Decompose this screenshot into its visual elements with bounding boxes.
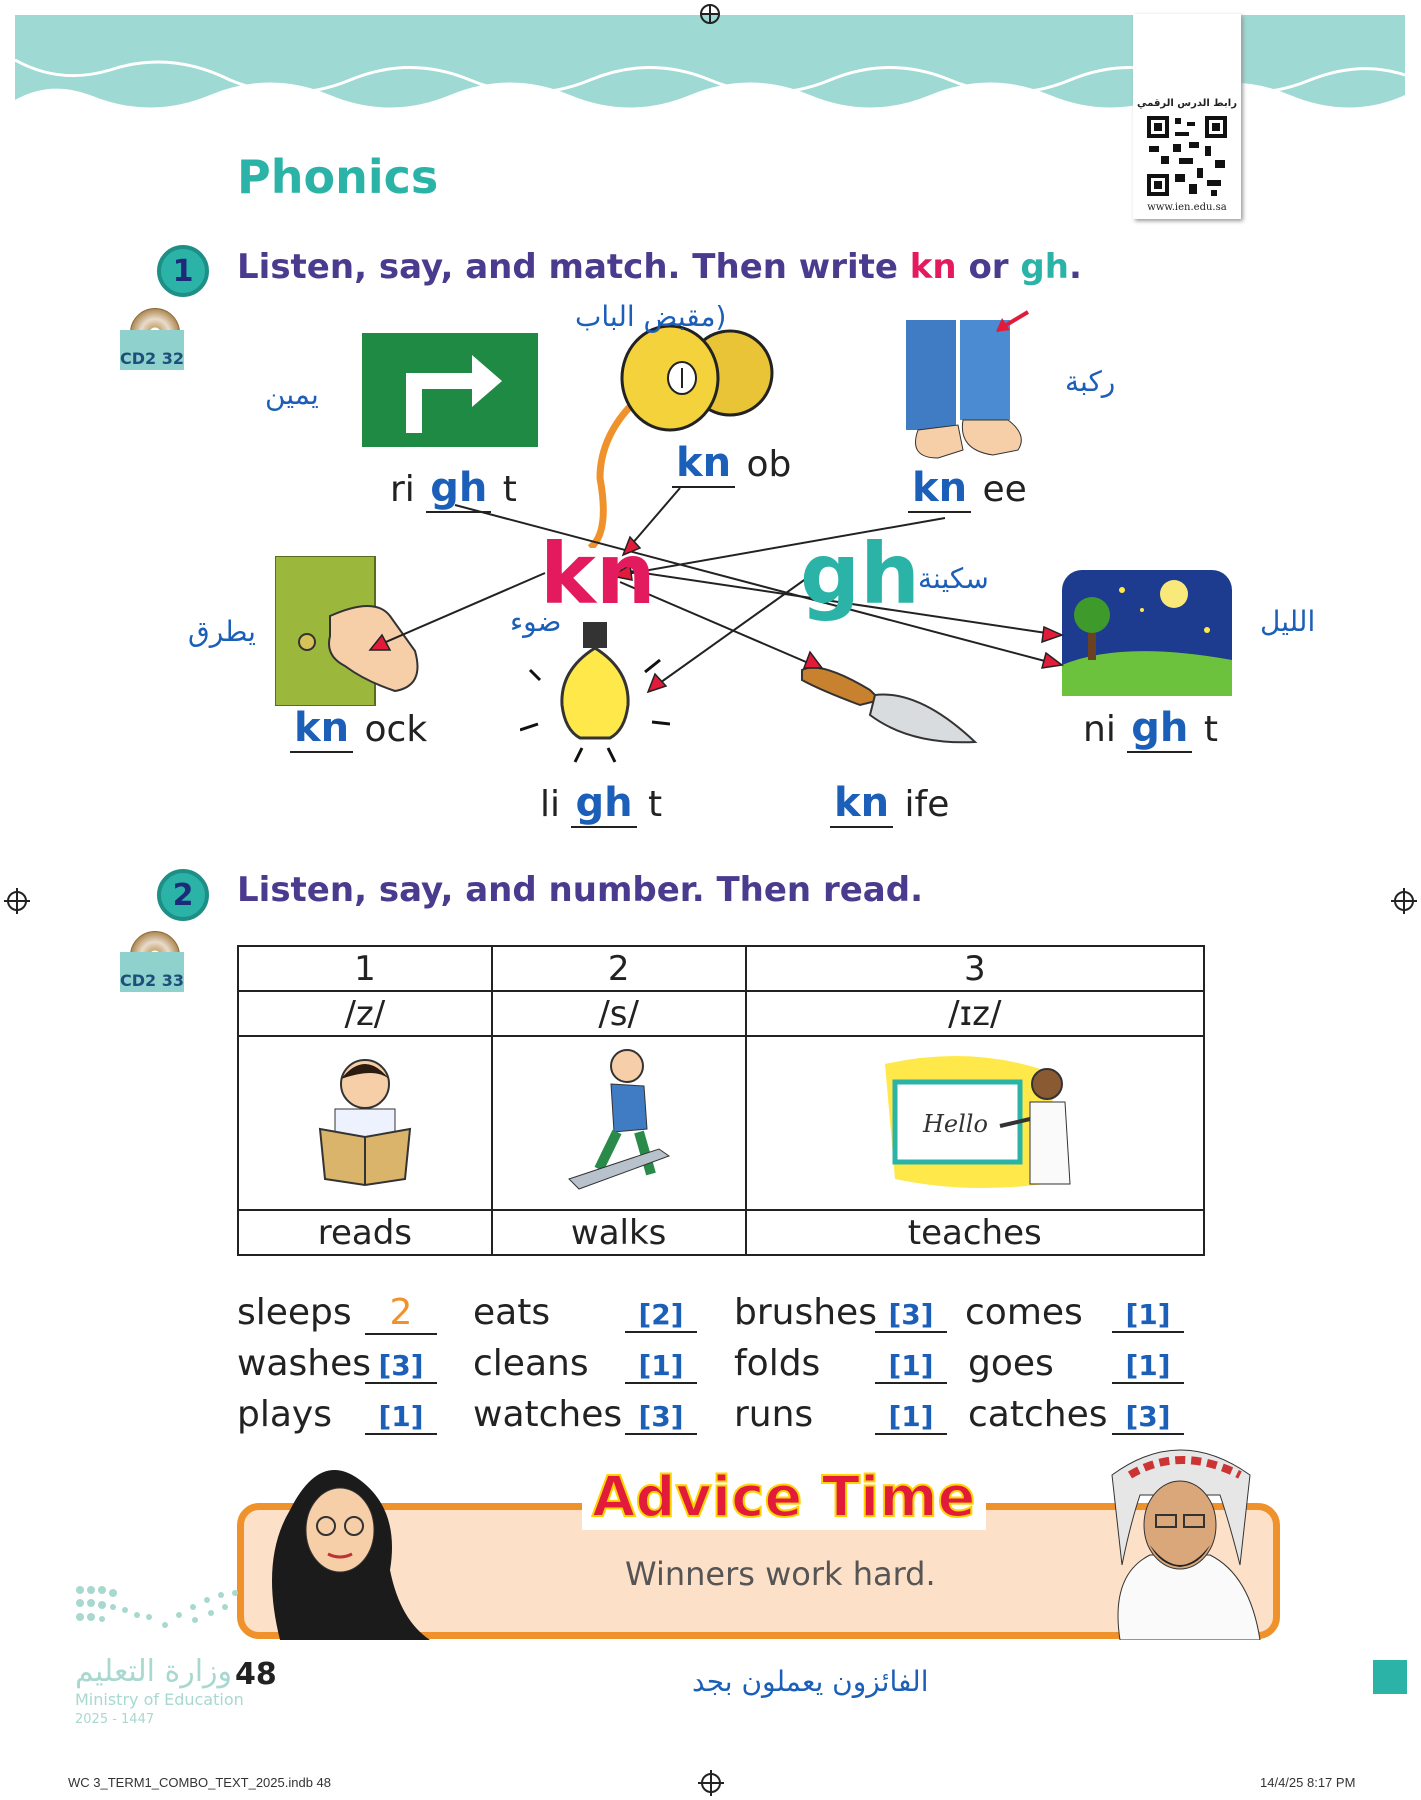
reading-boy-icon — [305, 1049, 425, 1189]
teacher-board-icon — [865, 1044, 1085, 1194]
list-item — [237, 1394, 332, 1435]
registration-mark-bottom — [698, 1770, 724, 1796]
answer-washes[interactable]: [3] — [365, 1349, 437, 1384]
list-item — [734, 1394, 813, 1435]
cd-track-label[interactable]: CD2 32 — [120, 330, 184, 370]
list-item — [625, 1394, 697, 1435]
col-1-sound: /z/ — [238, 991, 492, 1036]
word-sleeps: sleeps — [237, 1292, 352, 1333]
list-item — [1112, 1292, 1184, 1333]
teacher-picture — [746, 1036, 1204, 1210]
advice-title: Advice Time — [582, 1465, 986, 1530]
word-eats: eats — [473, 1292, 551, 1333]
word-knee — [908, 465, 1027, 511]
exercise-2-instruction: Listen, say, and number. Then read. — [237, 870, 923, 910]
answer-folds[interactable]: [1] — [875, 1349, 947, 1384]
word-light-pre: li — [540, 784, 572, 825]
arabic-knob: مقبض الباب) — [575, 300, 727, 333]
instruction-gh: gh — [1020, 247, 1069, 287]
list-item — [365, 1394, 437, 1435]
list-item — [473, 1343, 589, 1384]
col-1-word: reads — [238, 1210, 492, 1255]
registration-mark-left — [4, 888, 30, 914]
walking-boy-icon — [559, 1044, 679, 1194]
list-item — [875, 1343, 947, 1384]
list-item — [625, 1343, 697, 1384]
list-item — [875, 1394, 947, 1435]
word-knee-post: ee — [971, 469, 1027, 510]
word-night-post: t — [1192, 709, 1218, 750]
board-hello-text: Hello — [922, 1109, 988, 1138]
answer-runs[interactable]: [1] — [875, 1400, 947, 1435]
col-2-number: 2 — [492, 946, 746, 991]
col-2-sound: /s/ — [492, 991, 746, 1036]
ministry-arabic-name: وزارة التعليم — [75, 1654, 233, 1689]
man-avatar — [1090, 1435, 1270, 1640]
word-folds: folds — [734, 1343, 821, 1384]
word-knife-answer[interactable]: kn — [830, 780, 893, 828]
col-3-sound: /ɪz/ — [746, 991, 1204, 1036]
instruction-text: Listen, say, and match. Then write — [237, 247, 910, 287]
answer-watches[interactable]: [3] — [625, 1400, 697, 1435]
qr-url: www.ien.edu.sa — [1147, 202, 1227, 213]
registration-mark-right — [1391, 888, 1417, 914]
col-1-number: 1 — [238, 946, 492, 991]
page-number: 48 — [235, 1657, 277, 1692]
arabic-light: ضوء — [510, 605, 562, 638]
answer-plays[interactable]: [1] — [365, 1400, 437, 1435]
arabic-right: يمين — [265, 378, 319, 411]
exercise-1-badge: 1 — [157, 245, 209, 297]
teal-page-tab — [1373, 1660, 1407, 1694]
woman-avatar — [240, 1450, 430, 1640]
word-knock-answer[interactable]: kn — [290, 705, 353, 753]
exercise-2-badge: 2 — [157, 869, 209, 921]
print-file-name: WC 3_TERM1_COMBO_TEXT_2025.indb 48 — [68, 1775, 331, 1790]
col-2-word: walks — [492, 1210, 746, 1255]
answer-sleeps[interactable]: 2 — [365, 1292, 437, 1335]
word-right-post: t — [491, 469, 517, 510]
answer-comes[interactable]: [1] — [1112, 1298, 1184, 1333]
advice-text: Winners work hard. — [625, 1555, 936, 1593]
answer-eats[interactable]: [2] — [625, 1298, 697, 1333]
list-item — [1112, 1343, 1184, 1384]
answer-catches[interactable]: [3] — [1112, 1400, 1184, 1435]
word-knob-post: ob — [735, 444, 792, 485]
list-item — [473, 1292, 550, 1333]
center-kn: kn — [540, 525, 656, 623]
instruction-or: or — [956, 247, 1021, 287]
list-item — [734, 1343, 820, 1384]
word-knee-answer[interactable]: kn — [908, 465, 971, 513]
list-item — [237, 1343, 371, 1384]
print-date: 14/4/25 8:17 PM — [1260, 1775, 1356, 1790]
list-item — [968, 1343, 1054, 1384]
word-light-answer[interactable]: gh — [571, 780, 636, 828]
col-3-word: teaches — [746, 1210, 1204, 1255]
word-watches: watches — [473, 1394, 623, 1435]
table-row-words — [238, 1210, 1204, 1255]
list-item — [968, 1394, 1107, 1435]
arabic-knock: يطرق — [188, 615, 256, 648]
word-light-post: t — [636, 784, 663, 825]
word-cleans: cleans — [473, 1343, 589, 1384]
word-plays: plays — [237, 1394, 332, 1435]
arabic-knee: ركبة — [1065, 365, 1116, 398]
walking-boy-picture — [492, 1036, 746, 1210]
list-item — [365, 1343, 437, 1384]
reading-boy-picture — [238, 1036, 492, 1210]
instruction-period: . — [1068, 247, 1082, 287]
word-knife — [830, 780, 949, 826]
word-runs: runs — [734, 1394, 814, 1435]
word-night-answer[interactable]: gh — [1127, 705, 1192, 753]
table-row-sounds — [238, 991, 1204, 1036]
word-knob-answer[interactable]: kn — [672, 440, 735, 488]
page-title: Phonics — [237, 150, 439, 204]
list-item — [875, 1292, 947, 1333]
word-right-pre: ri — [390, 469, 427, 510]
word-knock-post: ock — [353, 709, 428, 750]
col-3-number: 3 — [746, 946, 1204, 991]
ministry-year: 2025 - 1447 — [75, 1712, 155, 1727]
word-light — [540, 780, 662, 826]
table-row-pictures — [238, 1036, 1204, 1210]
center-gh: gh — [800, 525, 920, 623]
answer-cleans[interactable]: [1] — [625, 1349, 697, 1384]
ministry-english-name: Ministry of Education — [75, 1690, 244, 1709]
word-goes: goes — [968, 1343, 1054, 1384]
list-item — [1112, 1394, 1184, 1435]
answer-brushes[interactable]: [3] — [875, 1298, 947, 1333]
arabic-night: الليل — [1260, 605, 1316, 638]
qr-caption: رابط الدرس الرقمي — [1137, 98, 1237, 109]
list-item — [734, 1292, 877, 1333]
list-item — [473, 1394, 622, 1435]
list-item — [365, 1292, 437, 1335]
answer-goes[interactable]: [1] — [1112, 1349, 1184, 1384]
word-right-answer[interactable]: gh — [426, 465, 491, 513]
word-right — [390, 465, 517, 511]
word-knock — [290, 705, 427, 751]
table-row-numbers — [238, 946, 1204, 991]
word-night-pre: ni — [1083, 709, 1128, 750]
cd-track-label-2[interactable]: CD2 33 — [120, 952, 184, 992]
word-night — [1083, 705, 1218, 751]
word-washes: washes — [237, 1343, 371, 1384]
word-catches: catches — [968, 1394, 1108, 1435]
sound-table — [237, 945, 1205, 1256]
word-comes: comes — [965, 1292, 1083, 1333]
list-item — [625, 1292, 697, 1333]
list-item — [965, 1292, 1083, 1333]
arabic-knife: سكينة — [918, 562, 989, 595]
instruction-kn: kn — [909, 247, 957, 287]
word-knob — [672, 440, 791, 486]
word-brushes: brushes — [734, 1292, 877, 1333]
list-item — [237, 1292, 352, 1333]
word-knife-post: ife — [893, 784, 950, 825]
advice-arabic: الفائزون يعملون بجد — [692, 1665, 929, 1698]
ministry-logo-dots — [75, 1585, 245, 1645]
